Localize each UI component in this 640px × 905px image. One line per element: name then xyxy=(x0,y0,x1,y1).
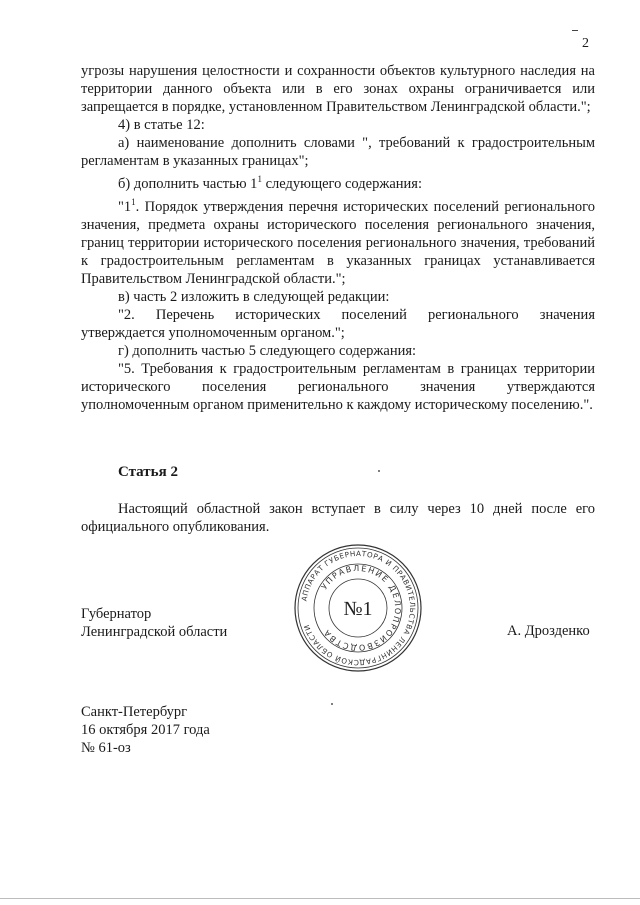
paragraph: в) часть 2 изложить в следующей редакции: xyxy=(118,288,390,305)
scan-mark xyxy=(572,30,578,31)
scan-speck xyxy=(378,470,380,472)
paragraph: "5. Требования к градостроительным регламентам в границах территории исторического поселения регионального значения утверждаются уполномоченным органом применительно к каждому историческому поселению.". xyxy=(81,360,595,413)
scan-edge xyxy=(0,898,640,899)
seal-outer-text: АППАРАТ ГУБЕРНАТОРА И ПРАВИТЕЛЬСТВА ЛЕНИНГРАДСКОЙ ОБЛАСТИ xyxy=(299,548,418,668)
page-number: 2 xyxy=(582,36,589,51)
final-paragraph: Настоящий областной закон вступает в силу через 10 дней после его официального опубликования. xyxy=(81,501,595,535)
paragraph: б) дополнить частью $1^1$ следующего содержания: xyxy=(118,174,423,192)
signature-title xyxy=(81,605,227,641)
article-heading: Статья 2 xyxy=(118,464,178,480)
paragraph: г) дополнить частью 5 следующего содержания: xyxy=(118,342,417,359)
footer-city: Санкт-Петербург xyxy=(81,704,188,720)
signatory-name: А. Дрозденко xyxy=(507,623,590,639)
paragraph: "2. Перечень исторических поселений регионального значения утверждается уполномоченным органом."; xyxy=(81,306,595,341)
signature-title-line: Ленинградской области xyxy=(81,624,228,640)
footer-date: 16 октября 2017 года xyxy=(81,722,210,738)
scan-speck xyxy=(331,703,333,705)
paragraph: 4) в статье 12: xyxy=(118,117,205,133)
footer-law-number: № 61-оз xyxy=(81,740,131,756)
seal-inner-text: УПРАВЛЕНИЕ ДЕЛОПРОИЗВОДСТВА xyxy=(319,563,403,653)
paragraph: а) наименование дополнить словами ", требований к градостроительным регламентам в указанных границах"; xyxy=(81,135,595,169)
document-footer xyxy=(81,703,210,757)
document-body xyxy=(81,62,595,414)
paragraph: угрозы нарушения целостности и сохранности объектов культурного наследия на территории данного объекта или в его зонах охраны ограничивается или запрещается в порядке, установленном Правительством Ленинградской области."; xyxy=(81,63,595,115)
signature-title-line: Губернатор xyxy=(81,606,152,622)
official-seal xyxy=(293,543,423,673)
paragraph: "$1^1$. Порядок утверждения перечня исторических поселений регионального значения, предмета охраны исторического поселения регионального значения, границ территории исторического поселения регионального значения, требований к градостроительным регламентам в указанных границах устанавливается Правительством Ленинградской области."; xyxy=(81,196,595,287)
seal-number: №1 xyxy=(343,598,373,620)
